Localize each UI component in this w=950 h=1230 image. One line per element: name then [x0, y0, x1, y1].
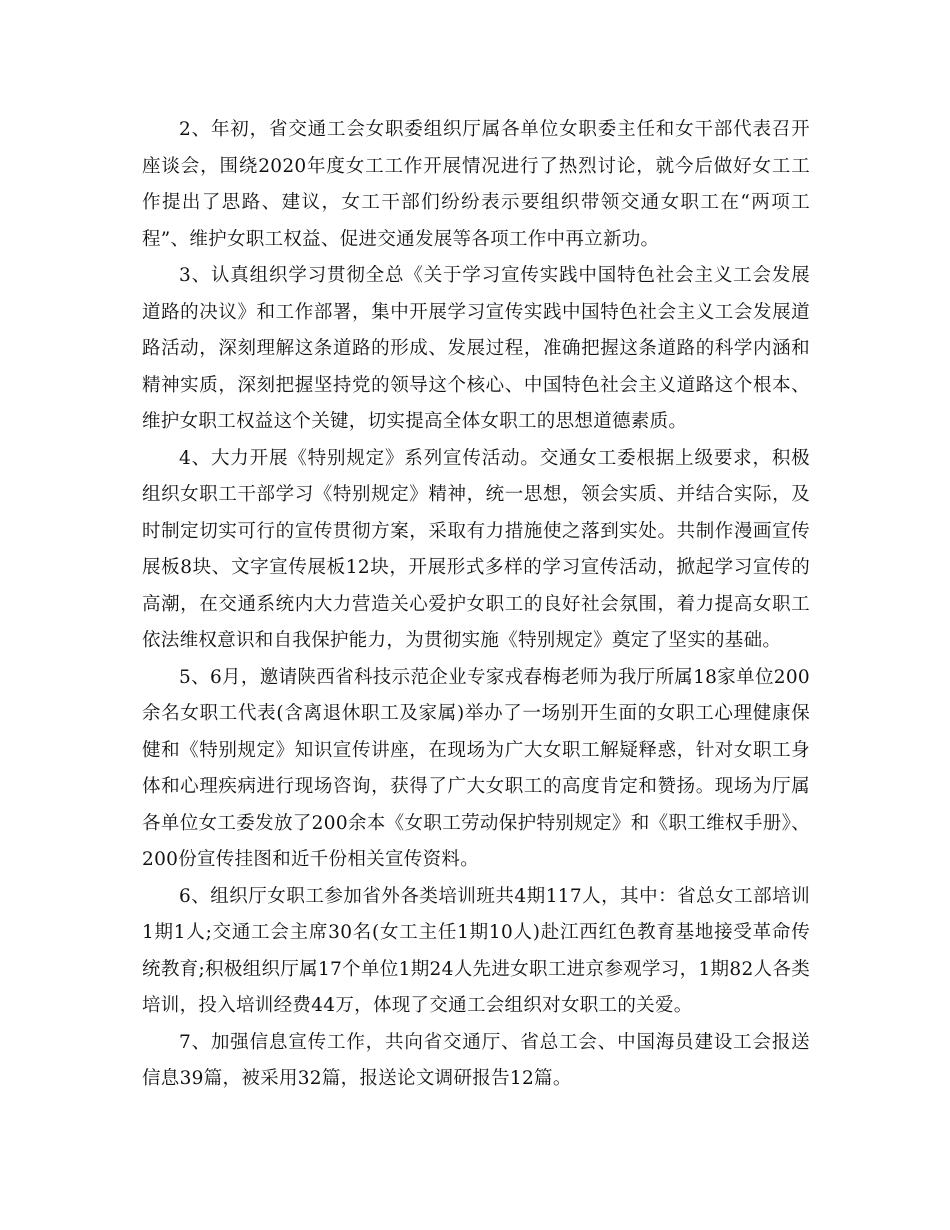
paragraph-item-6: 6、组织厅女职工参加省外各类培训班共4期117人，其中：省总女工部培训1期1人;交通工会主席30名(女工主任1期10人)赴江西红色教育基地接受革命传统教育;积极组织厅属17个单位1期24人先进女职工进京参观学习，1期82人各类培训，投入培训经费44万，体现了交通工会组织对女职工的关爱。: [142, 885, 810, 1016]
paragraph-item-2: 2、年初，省交通工会女职委组织厅属各单位女职委主任和女干部代表召开座谈会，围绕2020年度女工工作开展情况进行了热烈讨论，就今后做好女工工作提出了思路、建议，女工干部们纷纷表示要组织带领交通女职工在“两项工程”、维护女职工权益、促进交通发展等各项工作中再立新功。: [142, 119, 810, 250]
paragraph-item-4: 4、大力开展《特别规定》系列宣传活动。交通女工委根据上级要求，积极组织女职工干部学习《特别规定》精神，统一思想，领会实质、并结合实际，及时制定切实可行的宣传贯彻方案，采取有力措施使之落到实处。共制作漫画宣传展板8块、文字宣传展板12块，开展形式多样的学习宣传活动，掀起学习宣传的高潮，在交通系统内大力营造关心爱护女职工的良好社会氛围，着力提高女职工依法维权意识和自我保护能力，为贯彻实施《特别规定》奠定了坚实的基础。: [142, 447, 810, 651]
paragraph-item-7: 7、加强信息宣传工作，共向省交通厅、省总工会、中国海员建设工会报送信息39篇，被采用32篇，报送论文调研报告12篇。: [142, 1031, 810, 1089]
paragraph-item-5: 5、6月，邀请陕西省科技示范企业专家戎春梅老师为我厅所属18家单位200余名女职工代表(含离退休职工及家属)举办了一场别开生面的女职工心理健康保健和《特别规定》知识宣传讲座，在现场为广大女职工解疑释惑，针对女职工身体和心理疾病进行现场咨询，获得了广大女职工的高度肯定和赞扬。现场为厅属各单位女工委发放了200余本《女职工劳动保护特别规定》和《职工维权手册》、200份宣传挂图和近千份相关宣传资料。: [142, 666, 810, 870]
paragraph-item-3: 3、认真组织学习贯彻全总《关于学习宣传实践中国特色社会主义工会发展道路的决议》和工作部署，集中开展学习宣传实践中国特色社会主义工会发展道路活动，深刻理解这条道路的形成、发展过程，准确把握这条道路的科学内涵和精神实质，深刻把握坚持党的领导这个核心、中国特色社会主义道路这个根本、维护女职工权益这个关键，切实提高全体女职工的思想道德素质。: [142, 265, 810, 432]
document-body: [142, 112, 810, 1098]
